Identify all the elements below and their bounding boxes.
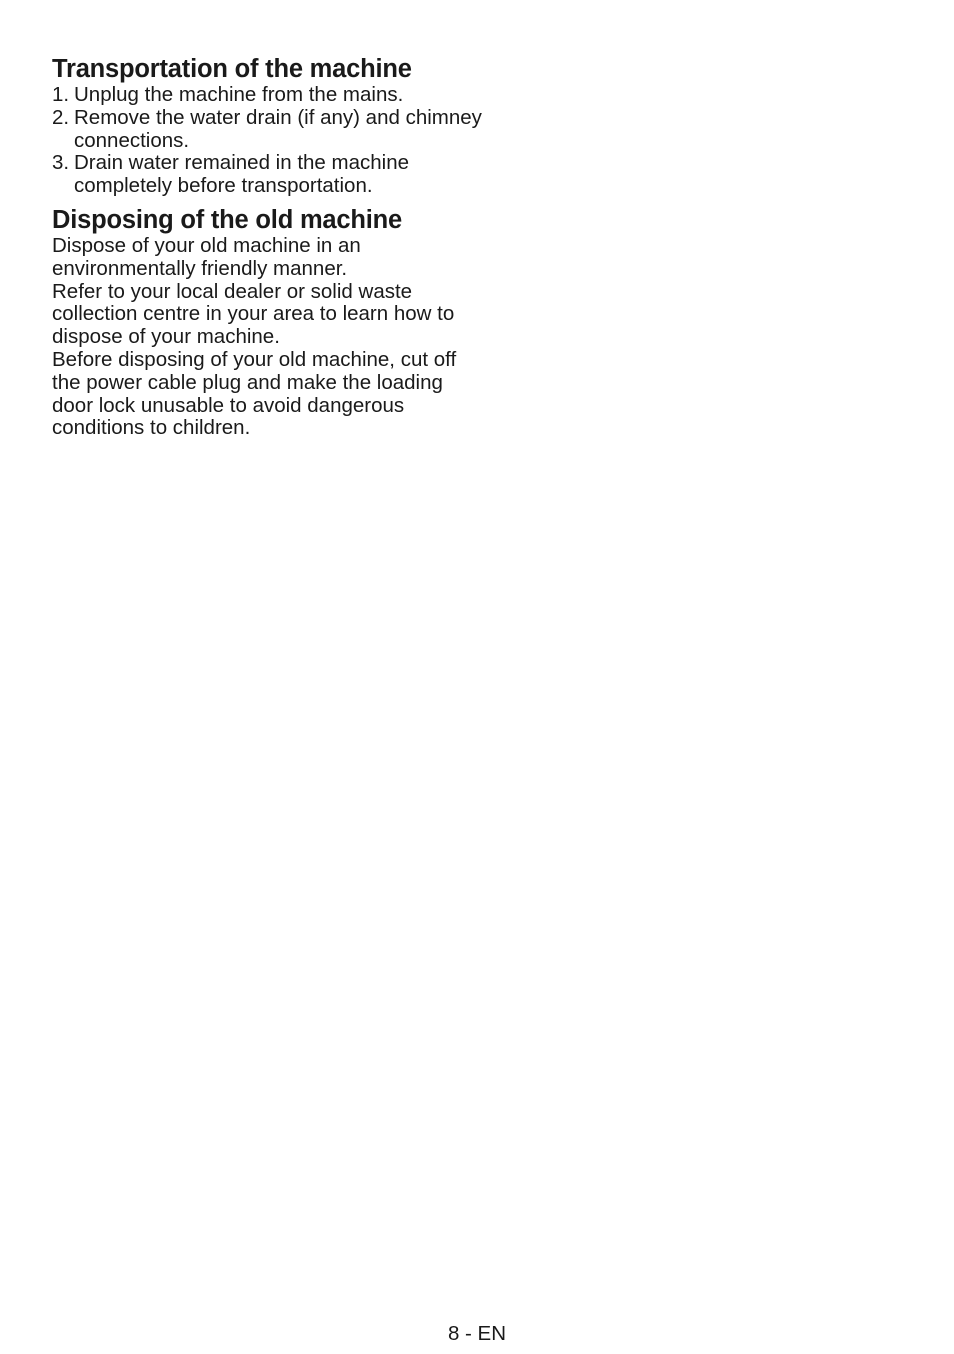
- section-heading-disposing: Disposing of the old machine: [52, 205, 403, 234]
- transportation-steps: [52, 84, 482, 198]
- step-text: Remove the water drain (if any) and chimney connections.: [74, 105, 482, 152]
- step-text: Drain water remained in the machine completely before transportation.: [74, 151, 409, 198]
- disposal-paragraph: Before disposing of your old machine, cut off the power cable plug and make the loading door lock unusable to avoid dangerous conditions to children.: [52, 347, 457, 440]
- step-number: 3.: [52, 151, 70, 175]
- content-column: [52, 54, 482, 440]
- step-item: [52, 107, 482, 153]
- step-number: 2.: [52, 105, 70, 129]
- page-number: 8 - EN: [447, 1322, 507, 1345]
- step-item: [52, 84, 482, 107]
- step-text: Unplug the machine from the mains.: [74, 83, 404, 106]
- section-heading-transportation: Transportation of the machine: [52, 55, 412, 83]
- disposal-paragraph: Refer to your local dealer or solid waste collection centre in your area to learn how to dispose of your machine.: [52, 279, 455, 349]
- step-item: [52, 152, 482, 198]
- disposal-paragraph: Dispose of your old machine in an environmentally friendly manner.: [52, 233, 361, 280]
- step-number: 1.: [52, 83, 70, 106]
